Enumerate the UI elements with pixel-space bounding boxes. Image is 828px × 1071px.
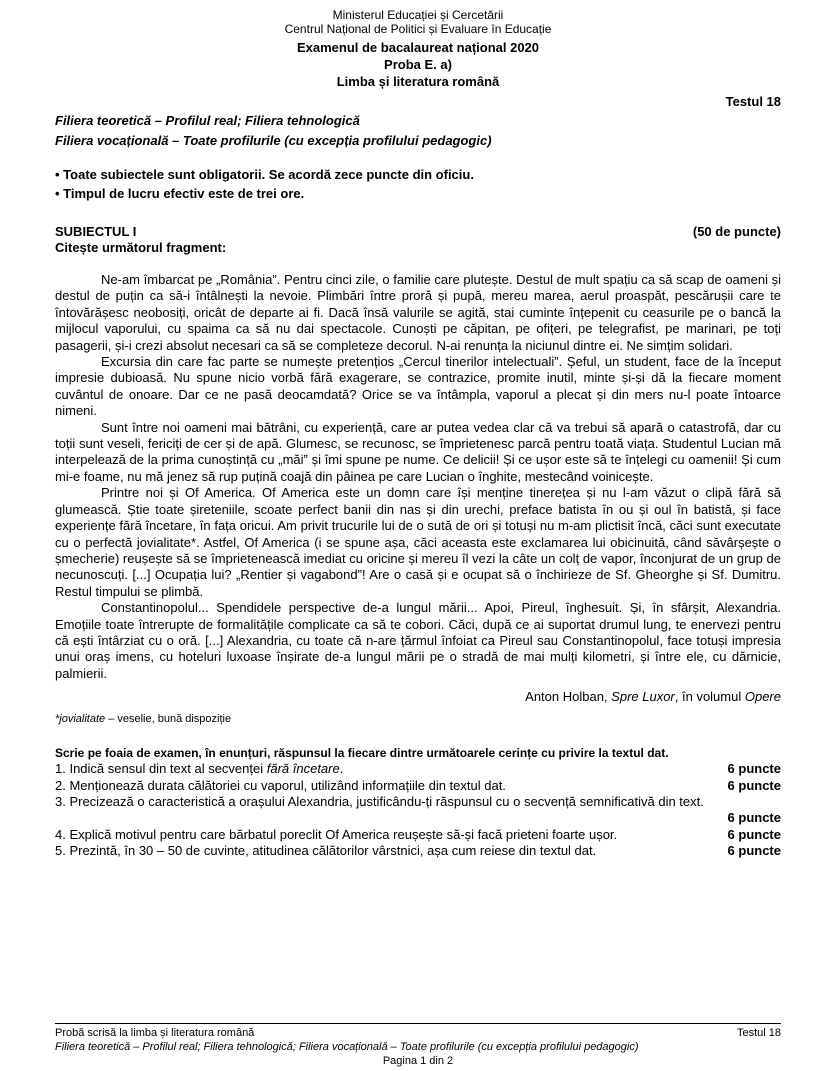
task-1-emphasis: fără încetare <box>266 761 340 777</box>
footnote-term: *jovialitate <box>55 713 106 726</box>
filiera-line-2: Filiera vocațională – Toate profilurile (cu excepția profilului pedagogic) <box>55 133 492 148</box>
fragment-paragraph: Constantinopolul... Spendidele perspective de-a lungul mării... Apoi, Pireul, înghesuit. Și, în sfârșit, Alexandria. Emoțiile toate întrerupte de formalitățile complicate ca să te cobori. Căci, după ce ai suportat drumul lung, te enervezi pentru că ești întârziat cu o oră. [...] Alexandria, cu toate că n-are țărmul înfoiat ca Pireul sau Constantinopolul, face totuși impresia unui oraș imens, cu hoteluri luxoase înșirate de-a lungul mării pe o stradă de mai mulți kilometri, și între ele, cu dărnicie, palmierii. <box>55 600 781 681</box>
read-instruction: Citește următorul fragment: <box>55 240 227 255</box>
task-item <box>55 794 781 827</box>
source-author: Anton Holban, <box>525 689 612 705</box>
center-name: Centrul Național de Politici și Evaluare în Educație <box>284 22 552 36</box>
fragment-paragraph: Ne-am îmbarcat pe „România”. Pentru cinci zile, o familie care plutește. Destul de mult spațiu ca să scap de oameni și destul de puțin ca să-i întâlnești la nevoie. Plimbări între proră și pupă, mereu marea, aerul proaspăt, pescărușii care te întovărășesc neobosiți, oricât de departe ai fi. Dacă însă valurile se agită, stai cuminte înțepenit cu ceasurile pe o bancă la mijlocul vaporului, cu spaima ca să nu dai spectacole. Cunoști pe căpitan, pe ofițeri, pe telegrafist, pe marinari, pe toți pasagerii, și-i crezi absolut necesari ca să se completeze decorul. N-ai renunța la niciunul dintre ei. Ne simțim solidari. <box>55 272 781 353</box>
task-item <box>55 827 781 843</box>
footer-left: Probă scrisă la limba și literatura română <box>55 1027 255 1039</box>
page-number: Pagina 1 din 2 <box>382 1055 454 1067</box>
task-2-text: 2. Menționează durata călătoriei cu vaporul, utilizând informațiile din textul dat. <box>55 777 506 793</box>
task-3-text: 3. Precizează o caracteristică a orașului Alexandria, justificându-ți răspunsul cu o secvență semnificativă din text. <box>55 793 704 809</box>
task-item <box>55 761 781 777</box>
task-1-end: . <box>339 761 344 777</box>
fragment-paragraph: Excursia din care fac parte se numește pretențios „Cercul tinerilor intelectuali”. Șeful, un student, face de la început impresie dubioasă. Nu spune nicio vorbă fără exagerare, se contrazice, promite inutil, minte și-și dă la fiecare moment cuvântul de onoare. Dar ce ne pasă deocamdată? Orice se va întâmpla, vaporul a plecat și din mers nu-l poate întoarce nimeni. <box>55 354 781 419</box>
rules-list <box>55 165 781 203</box>
subject-points: (50 de puncte) <box>692 224 781 239</box>
source-volume: Opere <box>744 689 781 705</box>
proba-title: Proba E. a) <box>384 57 452 72</box>
source-work: Spre Luxor <box>611 689 675 705</box>
footnote <box>55 712 781 726</box>
subject-label: SUBIECTUL I <box>55 224 137 239</box>
source-middle: , în volumul <box>674 689 745 705</box>
text-fragment <box>55 272 781 682</box>
rule-item: • Timpul de lucru efectiv este de trei ore. <box>55 184 781 203</box>
task-5-text: 5. Prezintă, în 30 – 50 de cuvinte, atitudinea călătorilor vârstnici, așa cum reiese din textul dat. <box>55 843 597 859</box>
page-footer <box>55 1023 781 1068</box>
rule-item: • Toate subiectele sunt obligatorii. Se acordă zece puncte din oficiu. <box>55 165 781 184</box>
task-points: 6 puncte <box>727 761 781 777</box>
task-points: 6 puncte <box>727 826 781 842</box>
footnote-definition: – veselie, bună dispoziție <box>105 713 232 726</box>
fragment-paragraph: Sunt între noi oameni mai bătrâni, cu experiență, care ar putea vedea clar că va trebui să apară o catastrofă, dar cu toții sunt veseli, fericiți de cer și de apă. Glumesc, se recunosc, se împrietenesc parcă pentru toată viața. Studentul Lucian mă interpelează de la prima cunoștință cu „măi” și îmi spune pe nume. Ce delicii! Și ce ușor este să te înțelegi cu oamenii! Și cum mi-e foame, nu mă jenez să rup puțină coajă din pâinea pe care Lucian o înghite, mestecând voinicește. <box>55 419 781 484</box>
fragment-paragraph: Printre noi și Of America. Of America este un domn care își menține tinerețea și nu l-am văzut o clipă fără să glumească. Știe toate șireteniile, scoate perfect banii din nas și din urechi, preface batista în ou și oul în batistă, și face experiențe fără încetare, în fața oricui. Am privit trucurile lui de o sută de ori și totuși nu m-am plictisit încă, căci sunt executate cu o perfectă jovialitate*. Astfel, Of America (i se spune așa, căci aceasta este exclamarea lui obicinuită, când săvârșește o șmecherie) reușește să se împrietenească imediat cu oricine și mereu îl vezi la câte un colț de vapor, înconjurat de un grup de necunoscuți. [...] Ocupația lui? „Rentier și vagabond”! Are o casă și e ocupat să o închirieze de Sf. Gheorghe și Sf. Dumitru. Restul timpului se plimbă. <box>55 485 781 599</box>
task-item <box>55 843 781 859</box>
tasks-list <box>55 761 781 859</box>
task-points: 6 puncte <box>727 777 781 793</box>
task-points: 6 puncte <box>727 810 781 826</box>
task-4-text: 4. Explică motivul pentru care bărbatul poreclit Of America reușește să-și facă prieteni foarte ușor. <box>55 826 618 842</box>
footer-test: Testul 18 <box>736 1027 781 1039</box>
source-citation <box>55 689 781 705</box>
exam-title: Examenul de bacalaureat național 2020 <box>296 40 540 55</box>
exam-page <box>55 8 781 860</box>
subject-header <box>55 223 781 240</box>
task-points: 6 puncte <box>727 843 781 859</box>
test-number: Testul 18 <box>725 94 781 109</box>
task-1-text: 1. Indică sensul din text al secvenței <box>55 761 267 777</box>
filiera-line-1: Filiera teoretică – Profilul real; Filiera tehnologică <box>55 113 360 128</box>
subject-title: Limba și literatura română <box>336 74 500 89</box>
footer-filiera: Filiera teoretică – Profilul real; Filiera tehnologică; Filiera vocațională – Toate profilurile (cu excepția profilului pedagogic) <box>55 1041 639 1053</box>
tasks-intro: Scrie pe foaia de examen, în enunțuri, răspunsul la fiecare dintre următoarele cerințe cu privire la textul dat. <box>55 746 669 761</box>
ministry-name: Ministerul Educației și Cercetării <box>332 8 504 22</box>
task-item <box>55 778 781 794</box>
